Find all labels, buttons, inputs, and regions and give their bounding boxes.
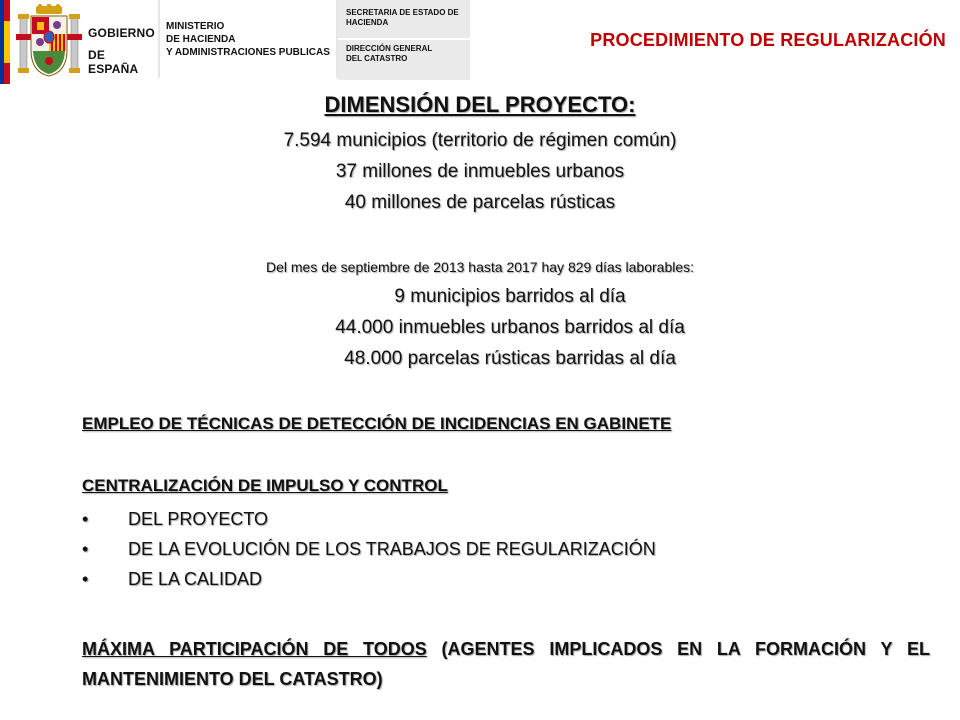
bullet-item [82,504,656,534]
centralization-bullet-list [82,504,656,594]
direccion-label [346,44,470,64]
ministry-line3: Y ADMINISTRACIONES PUBLICAS [166,47,330,58]
bullet-text: DE LA EVOLUCIÓN DE LOS TRABAJOS DE REGULARIZACIÓN [128,539,656,559]
ministry-label [166,20,334,59]
gobierno-line1: GOBIERNO [88,26,155,40]
section-detection: EMPLEO DE TÉCNICAS DE DETECCIÓN DE INCIDENCIAS EN GABINETE [82,414,672,433]
direccion-line1: DIRECCIÓN GENERAL [346,44,433,53]
schedule-line-urbanos: 44.000 inmuebles urbanos barridos al día [335,317,685,338]
schedule-line-rusticas: 48.000 parcelas rústicas barridas al día [344,348,676,369]
gobierno-line2: DE ESPAÑA [88,48,139,76]
bullet-icon: • [82,509,89,529]
bullet-icon: • [82,539,89,559]
closing-rest: (AGENTES IMPLICADOS EN LA FORMACIÓN Y EL MANTENIMIENTO DEL CATASTRO) [82,639,930,689]
secretaria-line2: HACIENDA [346,18,389,27]
bullet-item [82,534,656,564]
gobierno-de-espana-label [88,0,158,78]
secretaria-divider [338,38,470,40]
dimension-line-urbanos: 37 millones de inmuebles urbanos [335,161,625,182]
header-divider [158,0,160,78]
bullet-text: DEL PROYECTO [128,509,269,529]
procedure-title: PROCEDIMIENTO DE REGULARIZACIÓN [590,30,946,50]
bullet-item [82,564,656,594]
closing-statement [82,634,930,694]
section-centralization: CENTRALIZACIÓN DE IMPULSO Y CONTROL [82,476,448,495]
secretaria-label [346,8,470,28]
bullet-text: DE LA CALIDAD [128,569,263,589]
closing-underlined: MÁXIMA PARTICIPACIÓN DE TODOS [82,639,427,659]
bullet-icon: • [82,569,89,589]
ministry-line2: DE HACIENDA [166,34,236,45]
header [0,0,960,92]
secretaria-block [338,0,470,80]
ministry-line1: MINISTERIO [166,21,225,32]
direccion-line2: DEL CATASTRO [346,54,408,63]
dimension-line-municipios: 7.594 municipios (territorio de régimen común) [283,130,677,151]
coat-of-arms-icon [16,4,82,80]
schedule-line-municipios: 9 municipios barridos al día [394,286,626,307]
secretaria-line1: SECRETARIA DE ESTADO DE [346,8,459,17]
dimension-line-rusticas: 40 millones de parcelas rústicas [344,192,616,213]
eu-flag-strip [0,0,4,84]
schedule-intro: Del mes de septiembre de 2013 hasta 2017 hay 829 días laborables: [265,259,695,275]
dimension-heading: DIMENSIÓN DEL PROYECTO: [324,92,636,117]
